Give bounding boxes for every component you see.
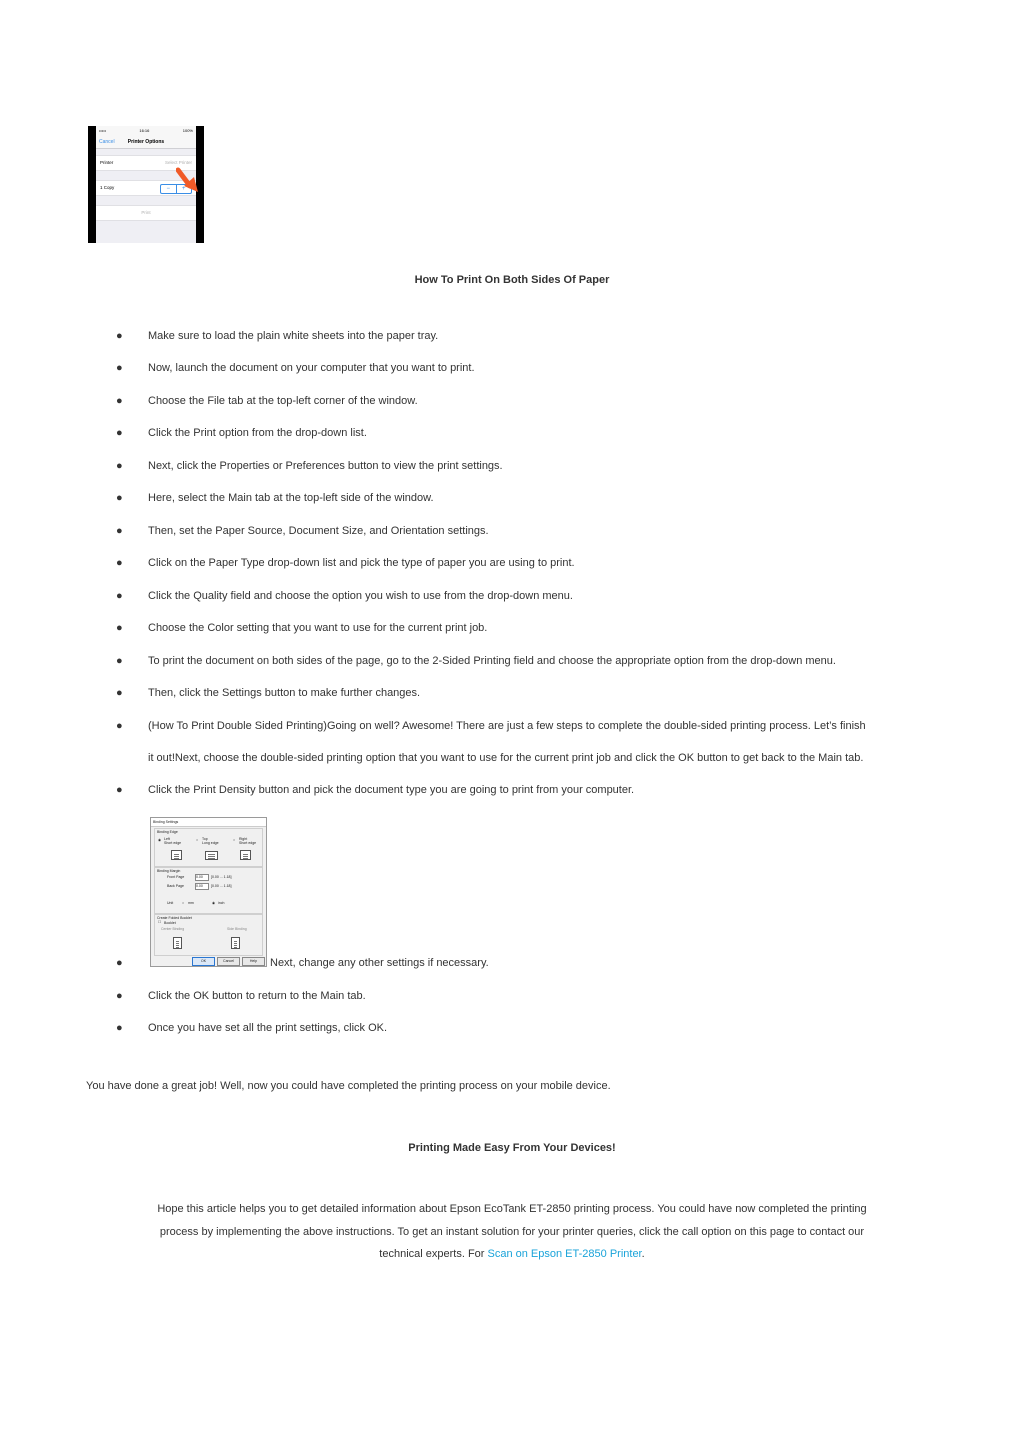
pointer-arrow-icon [176, 166, 202, 196]
step-item: Click the Quality field and choose the option you wish to use from the drop-down menu. [148, 590, 573, 602]
bullet-icon: ● [116, 990, 123, 1002]
bullet-icon: ● [116, 525, 123, 537]
radio-top-icon: ○ [196, 838, 199, 842]
bullet-icon: ● [116, 687, 123, 699]
center-binding-doc-icon [173, 937, 182, 949]
center-binding-label: Center Binding [161, 927, 185, 931]
binding-settings-dialog-screenshot [150, 817, 267, 967]
phone-printer-label: Printer [100, 160, 114, 165]
status-time: 16:16 [139, 128, 150, 133]
phone-nav-title: Printer Options [127, 139, 165, 145]
phone-print-button: Print [141, 210, 151, 215]
dialog-help-button: Help [242, 957, 265, 966]
final-line-3-prefix: technical experts. For [379, 1248, 488, 1260]
status-carrier: ••••• [99, 128, 107, 133]
step-item: Then, set the Paper Source, Document Size, and Orientation settings. [148, 525, 489, 537]
final-line-3-suffix: . [641, 1248, 645, 1260]
final-line-1: Hope this article helps you to get detailed information about Epson EcoTank ET-2850 printing process. You could have now completed the printing [157, 1203, 867, 1215]
back-range-label: [0.00 ... 1.18] [211, 884, 232, 888]
top-option-label: Top [202, 837, 208, 841]
step-item-continued: it out!Next, choose the double-sided printing option that you want to use for the current print job and click the OK button to get back to the Main tab. [148, 752, 864, 764]
heading-printing-made-easy: Printing Made Easy From Your Devices! [408, 1142, 616, 1154]
bullet-icon: ● [116, 557, 123, 569]
phone-printer-value: Select Printer [164, 160, 192, 165]
booklet-label: Booklet [164, 921, 176, 925]
phone-status-bar [96, 126, 196, 136]
status-battery: 100% [182, 128, 193, 133]
bullet-icon: ● [116, 330, 123, 342]
heading-print-both-sides: How To Print On Both Sides Of Paper [414, 274, 610, 286]
right-option-sub: Short edge [239, 841, 257, 845]
final-line-2: process by implementing the above instructions. To get an instant solution for your printer queries, click the call option on this page to contact our [159, 1225, 865, 1238]
closing-paragraph: You have done a great job! Well, now you could have completed the printing process on your mobile device. [86, 1080, 611, 1092]
step-item: Next, change any other settings if necessary. [270, 957, 489, 969]
step-item: Make sure to load the plain white sheets into the paper tray. [148, 330, 439, 342]
final-line-3 [0, 1243, 1024, 1266]
step-item: To print the document on both sides of the page, go to the 2-Sided Printing field and choose the appropriate option from the drop-down menu. [148, 655, 836, 667]
binding-margin-group [154, 867, 263, 914]
step-item: Click the Print option from the drop-down list. [148, 427, 367, 439]
phone-cancel-button: Cancel [99, 139, 115, 145]
step-item: Now, launch the document on your computer that you want to print. [148, 362, 475, 374]
step-item: Choose the File tab at the top-left corner of the window. [148, 395, 418, 407]
bullet-icon: ● [116, 492, 123, 504]
front-range-label: [0.00 ... 1.18] [211, 875, 232, 879]
side-binding-label: Side Binding [227, 927, 247, 931]
back-page-label: Back Page [167, 884, 184, 888]
radio-left-icon: ◉ [158, 838, 162, 842]
right-binding-doc-icon [240, 850, 251, 860]
phone-nav-bar [96, 136, 196, 149]
right-option-label: Right [239, 837, 248, 841]
step-item: Next, click the Properties or Preferences button to view the print settings. [148, 460, 503, 472]
left-option-sub: Short edge [164, 841, 182, 845]
binding-margin-label: Binding Margin [157, 869, 181, 873]
top-binding-doc-icon [205, 851, 218, 860]
binding-edge-group [154, 828, 263, 867]
dialog-ok-button: OK [192, 957, 215, 966]
binding-edge-label: Binding Edge [157, 830, 178, 834]
phone-copies-label: 1 Copy [100, 185, 115, 190]
bullet-icon: ● [116, 784, 123, 796]
radio-right-icon: ○ [233, 838, 236, 842]
bullet-icon: ● [116, 1022, 123, 1034]
step-item: Click the Print Density button and pick the document type you are going to print from your computer. [148, 784, 635, 796]
unit-mm-label: mm [188, 901, 194, 905]
phone-print-row [96, 205, 196, 221]
final-paragraph [0, 1198, 1024, 1266]
step-item: Here, select the Main tab at the top-left side of the window. [148, 492, 434, 504]
step-item: (How To Print Double Sided Printing)Going on well? Awesome! There are just a few steps to complete the double-sided printing process. Let’s finish [148, 720, 866, 732]
unit-inch-label: inch [218, 901, 225, 905]
front-page-field: 0.00 [195, 874, 209, 881]
bullet-icon: ● [116, 957, 123, 969]
front-page-label: Front Page [167, 875, 185, 879]
step-item: Then, click the Settings button to make further changes. [148, 687, 421, 699]
left-option-label: Left [164, 837, 170, 841]
bullet-icon: ● [116, 362, 123, 374]
dialog-title: Binding Settings [151, 818, 266, 827]
phone-printer-options-screenshot [88, 126, 204, 243]
dialog-cancel-button: Cancel [217, 957, 240, 966]
stepper-plus: + [176, 185, 192, 193]
step-item: Choose the Color setting that you want to use for the current print job. [148, 622, 488, 634]
bullet-icon: ● [116, 427, 123, 439]
bullet-icon: ● [116, 720, 123, 732]
scan-epson-link[interactable]: Scan on Epson ET-2850 Printer [487, 1248, 642, 1260]
side-binding-doc-icon [231, 937, 240, 949]
stepper-minus: − [166, 186, 170, 192]
back-page-field: 0.00 [195, 883, 209, 890]
unit-label: Unit [167, 901, 174, 905]
radio-mm-icon: ○ [182, 901, 185, 905]
left-binding-doc-icon [171, 850, 182, 860]
step-item: Click the OK button to return to the Main tab. [148, 990, 366, 1002]
top-option-sub: Long edge [202, 841, 219, 845]
booklet-checkbox-icon: ☐ [158, 920, 162, 924]
phone-screen [96, 126, 196, 243]
create-folded-booklet-group [154, 914, 263, 956]
bullet-icon: ● [116, 655, 123, 667]
bullet-icon: ● [116, 622, 123, 634]
step-item: Once you have set all the print settings, click OK. [148, 1022, 388, 1034]
radio-inch-icon: ◉ [212, 901, 216, 905]
bullet-icon: ● [116, 460, 123, 472]
create-folded-label: Create Folded Booklet [157, 916, 192, 920]
bullet-icon: ● [116, 590, 123, 602]
step-item: Click on the Paper Type drop-down list and pick the type of paper you are using to print. [148, 557, 575, 569]
bullet-icon: ● [116, 395, 123, 407]
